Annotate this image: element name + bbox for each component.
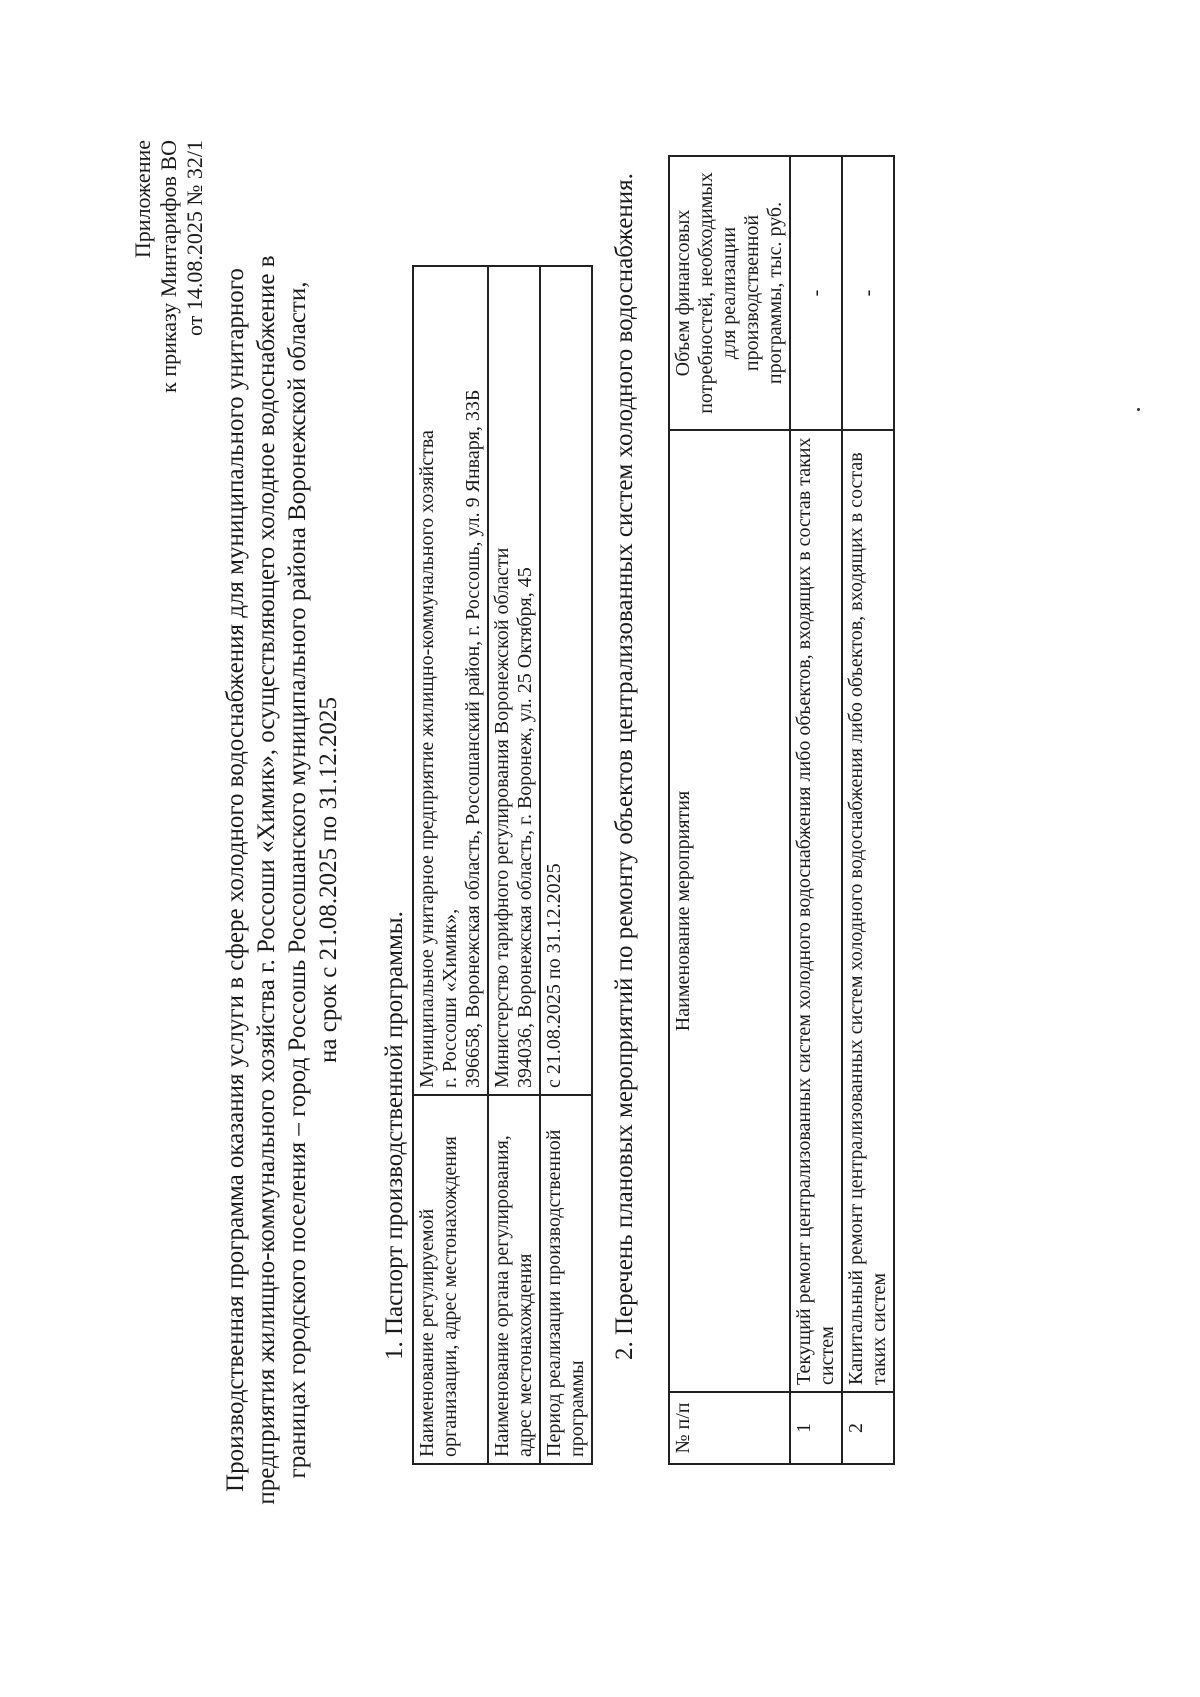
table-row <box>413 266 488 1464</box>
table-row <box>842 156 894 1464</box>
value-line: г. Россоши «Химик», <box>439 908 461 1088</box>
header-amount: Объем финансовых потребностей, необходимых для реализации производственной программы, тыс. руб. <box>669 156 790 430</box>
table-header-row <box>669 156 790 1464</box>
appendix-line: к приказу Минтарифов ВО <box>156 140 181 393</box>
value-line: Министерство тарифного регулирования Воронежской области <box>491 547 513 1088</box>
passport-label: Наименование органа регулирования, адрес местонахождения <box>488 1095 540 1464</box>
document-title <box>220 150 344 1610</box>
table-row <box>488 266 540 1464</box>
title-line: на срок с 21.08.2025 по 31.12.2025 <box>315 697 342 1063</box>
passport-label: Наименование регулируемой организации, адрес местонахождения <box>413 1095 488 1464</box>
passport-value <box>413 266 488 1095</box>
title-line: границах городского поселения – город Россошь Россошанского муниципального района Воронежской области, <box>284 281 311 1479</box>
title-line: предприятия жилищно-коммунального хозяйства г. Россоши «Химик», осуществляющего холодное водоснабжение в <box>253 255 280 1505</box>
value-line: с 21.08.2025 по 31.12.2025 <box>543 863 565 1088</box>
table-row <box>540 266 592 1464</box>
row-num: 2 <box>842 1392 894 1464</box>
row-amount: - <box>790 156 842 430</box>
row-name: Капитальный ремонт централизованных систем холодного водоснабжения либо объектов, входящих в состав таких систем <box>842 430 894 1392</box>
row-amount: - <box>842 156 894 430</box>
rotated-sheet <box>130 130 1000 1630</box>
appendix-note <box>130 140 208 393</box>
value-line: 394036, Воронежская область, г. Воронеж, ул. 25 Октября, 45 <box>514 567 536 1088</box>
value-line: 396658, Воронежская область, Россошанский район, г. Россошь, ул. 9 Января, 33Б <box>462 389 484 1088</box>
appendix-line: от 14.08.2025 № 32/1 <box>182 140 207 336</box>
value-line: Муниципальное унитарное предприятие жилищно-коммунального хозяйства <box>416 430 438 1088</box>
section1-heading: 1. Паспорт производственной программы. <box>381 911 408 1360</box>
scan-speck <box>1137 408 1140 411</box>
section2-heading: 2. Перечень плановых мероприятий по ремонту объектов централизованных систем холодного водоснабжения. <box>611 173 638 1360</box>
table-row <box>790 156 842 1464</box>
passport-value <box>488 266 540 1095</box>
passport-label: Период реализации производственной программы <box>540 1095 592 1464</box>
header-name: Наименование мероприятия <box>669 430 790 1392</box>
events-table <box>668 155 895 1465</box>
title-line: Производственная программа оказания услуги в сфере холодного водоснабжения для муниципального унитарного <box>222 268 249 1492</box>
passport-table <box>412 265 593 1465</box>
row-num: 1 <box>790 1392 842 1464</box>
header-num: № п/п <box>669 1392 790 1464</box>
passport-value <box>540 266 592 1095</box>
appendix-line: Приложение <box>130 140 155 259</box>
row-name: Текущий ремонт централизованных систем холодного водоснабжения либо объектов, входящих в состав таких систем <box>790 430 842 1392</box>
